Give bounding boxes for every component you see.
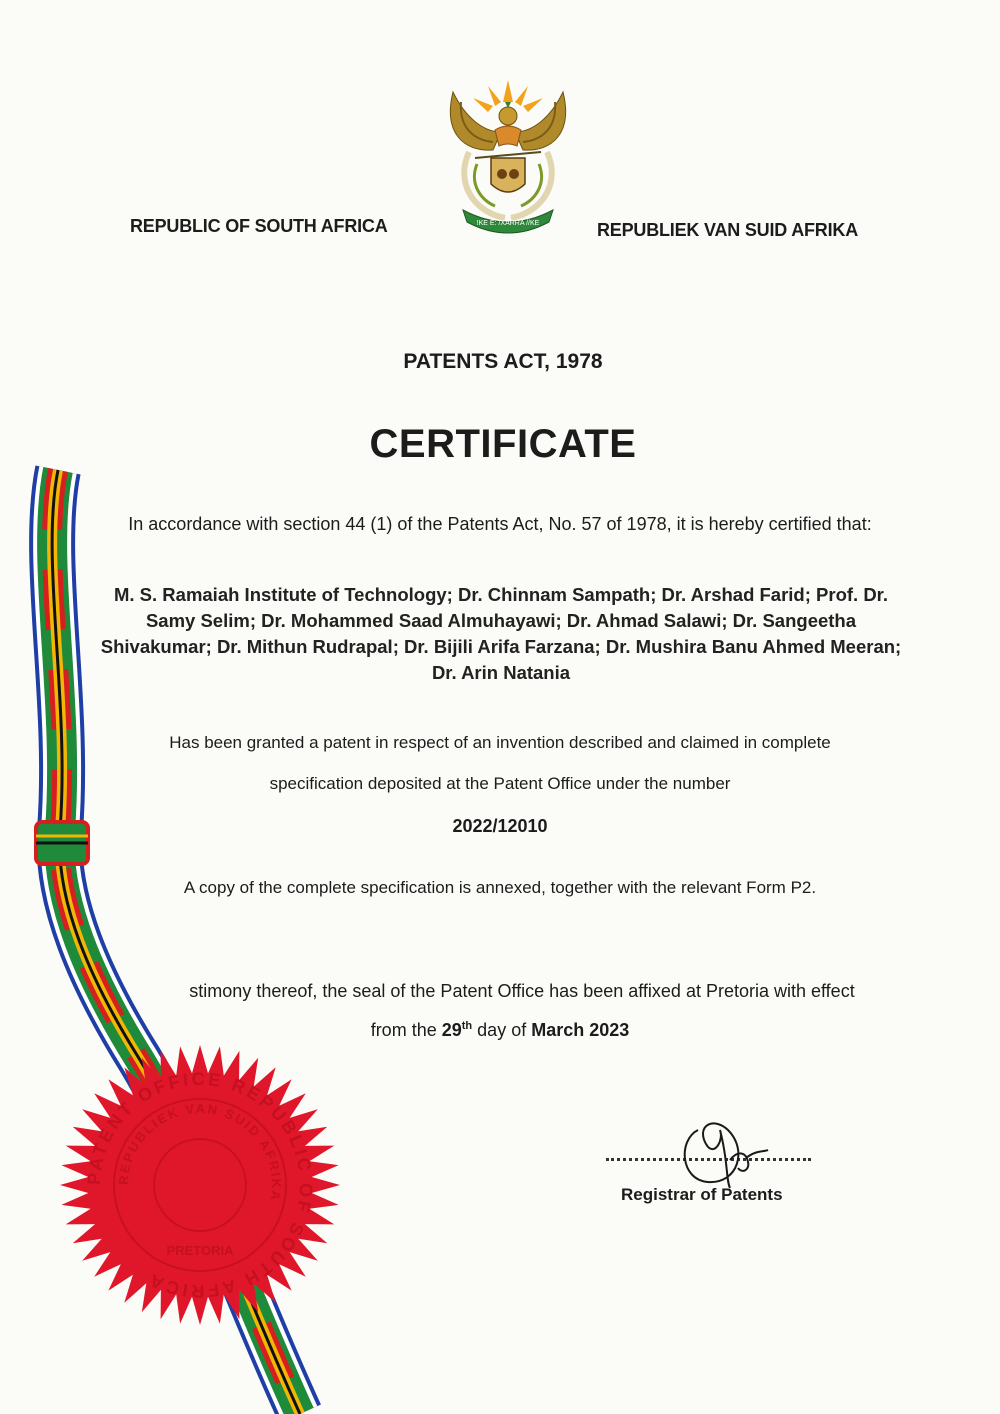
intro-paragraph: In accordance with section 44 (1) of the Patents Act, No. 57 of 1978, it is hereby certified that: — [128, 514, 872, 534]
header-left: REPUBLIC OF SOUTH AFRICA — [130, 216, 388, 236]
granted-line-1: Has been granted a patent in respect of an invention described and claimed in complete — [169, 733, 831, 752]
patent-office-seal-icon — [55, 1040, 345, 1330]
effective-day-suffix: th — [461, 1020, 473, 1032]
seal-outer-text: PATENT OFFICE REPUBLIC OF SOUTH AFRICA — [83, 1068, 317, 1302]
seal-inner-text: REPUBLIEK VAN SUID AFRIKA — [115, 1100, 285, 1203]
coat-of-arms-icon — [443, 72, 573, 234]
effective-day: 29 — [441, 1020, 462, 1040]
testimony-line: stimony thereof, the seal of the Patent Office has been affixed at Pretoria with effect — [189, 981, 855, 1001]
header-right: REPUBLIEK VAN SUID AFRIKA — [597, 220, 859, 240]
patent-number: 2022/12010 — [452, 816, 548, 836]
granted-line-2: specification deposited at the Patent Office under the number — [269, 774, 731, 793]
effective-month-year: March 2023 — [531, 1020, 630, 1040]
effective-prefix: from the — [370, 1020, 437, 1040]
coat-motto-text: !KE E: /XARRA //KE — [476, 220, 540, 227]
effective-date-line — [0, 1020, 1000, 1041]
grantees-list: M. S. Ramaiah Institute of Technology; Dr. Chinnam Sampath; Dr. Arshad Farid; Prof. Dr. Samy Selim; Dr. Mohammed Saad Almuhayawi; Dr. Ahmad Salawi; Dr. Sangeetha Shivakumar; Dr. Mithun Rudrapal; Dr. Bijili Arifa Farzana; Dr. Mushira Banu Ahmed Meeran; Dr. Arin Natania — [100, 584, 902, 683]
registrar-title: Registrar of Patents — [621, 1185, 783, 1204]
act-title: PATENTS ACT, 1978 — [403, 350, 603, 373]
effective-mid: day of — [477, 1020, 527, 1040]
annex-line: A copy of the complete specification is annexed, together with the relevant Form P2. — [183, 878, 817, 897]
certificate-title: CERTIFICATE — [369, 422, 637, 466]
seal-city-text: PRETORIA — [166, 1243, 234, 1258]
